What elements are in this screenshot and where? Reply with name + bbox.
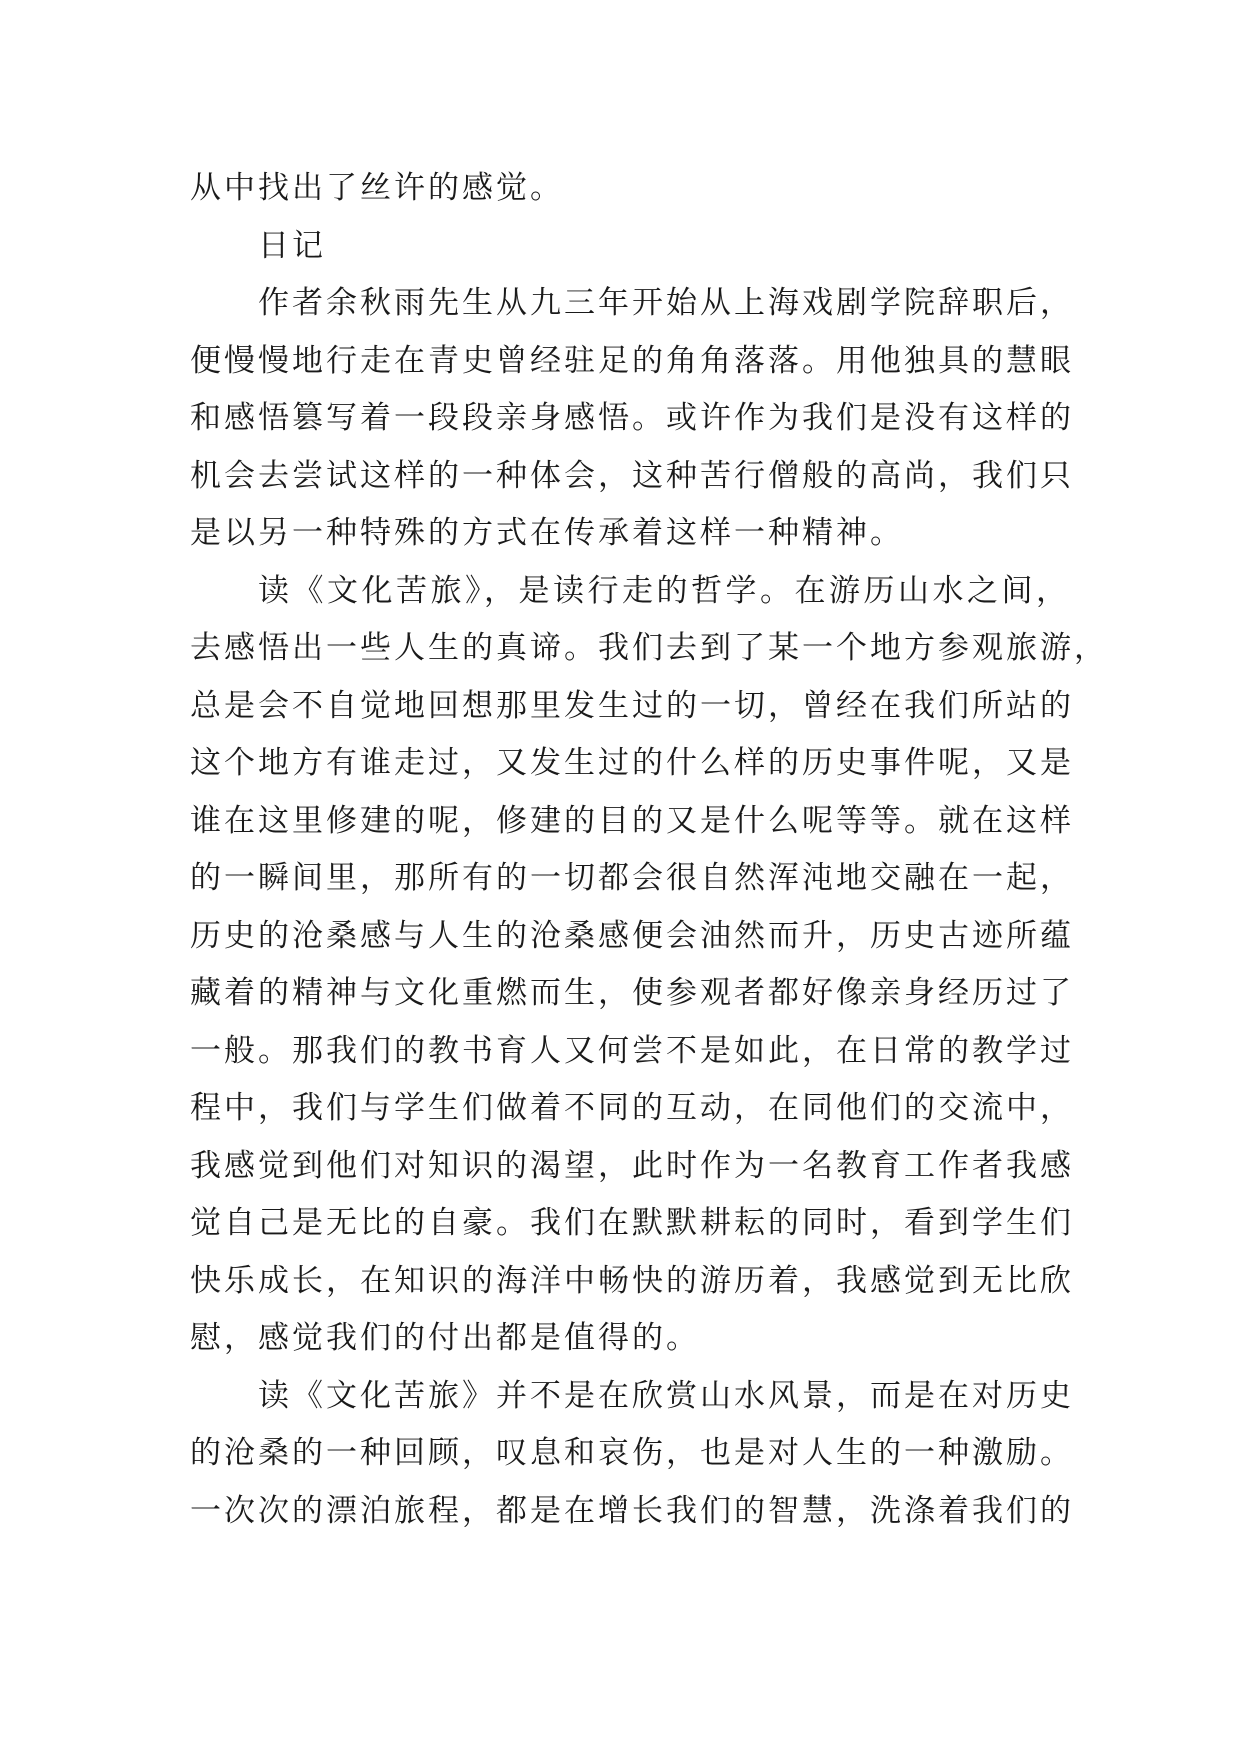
text-line: 的一瞬间里，那所有的一切都会很自然浑沌地交融在一起，	[190, 860, 1074, 896]
text-line: 便慢慢地行走在青史曾经驻足的角角落落。用他独具的慧眼	[190, 342, 1074, 379]
text-line: 程中，我们与学生们做着不同的互动，在同他们的交流中，	[190, 1090, 1074, 1126]
text-line: 觉自己是无比的自豪。我们在默默耕耘的同时，看到学生们	[190, 1205, 1074, 1241]
text-line: 慰，感觉我们的付出都是值得的。	[190, 1320, 700, 1356]
text-line: 这个地方有谁走过，又发生过的什么样的历史事件呢，又是	[190, 745, 1074, 781]
text-line: 的沧桑的一种回顾，叹息和哀伤，也是对人生的一种激励。	[190, 1435, 1074, 1471]
text-line: 读《文化苦旅》并不是在欣赏山水风景，而是在对历史	[258, 1377, 1074, 1414]
text-line: 读《文化苦旅》，是读行走的哲学。在游历山水之间，	[258, 572, 1070, 609]
text-line: 是以另一种特殊的方式在传承着这样一种精神。	[190, 515, 904, 551]
text-line: 作者余秋雨先生从九三年开始从上海戏剧学院辞职后，	[258, 285, 1074, 321]
text-line: 谁在这里修建的呢，修建的目的又是什么呢等等。就在这样	[190, 802, 1074, 839]
text-line: 一次次的漂泊旅程，都是在增长我们的智慧，洗涤着我们的	[190, 1492, 1074, 1529]
text-line: 我感觉到他们对知识的渴望，此时作为一名教育工作者我感	[190, 1147, 1074, 1184]
text-line: 和感悟篡写着一段段亲身感悟。或许作为我们是没有这样的	[190, 400, 1074, 436]
text-line: 快乐成长，在知识的海洋中畅快的游历着，我感觉到无比欣	[190, 1262, 1074, 1299]
text-line: 总是会不自觉地回想那里发生过的一切，曾经在我们所站的	[190, 687, 1074, 724]
text-line: 一般。那我们的教书育人又何尝不是如此，在日常的教学过	[190, 1032, 1074, 1069]
text-line: 藏着的精神与文化重燃而生，使参观者都好像亲身经历过了	[190, 975, 1074, 1011]
text-line: 去感悟出一些人生的真谛。我们去到了某一个地方参观旅游，	[190, 630, 1108, 666]
text-line: 机会去尝试这样的一种体会，这种苦行僧般的高尚，我们只	[190, 457, 1074, 494]
text-line: 日记	[258, 227, 326, 264]
text-line: 历史的沧桑感与人生的沧桑感便会油然而升，历史古迹所蕴	[190, 917, 1074, 954]
body-text	[190, 160, 1108, 1540]
text-line: 从中找出了丝许的感觉。	[190, 170, 564, 206]
